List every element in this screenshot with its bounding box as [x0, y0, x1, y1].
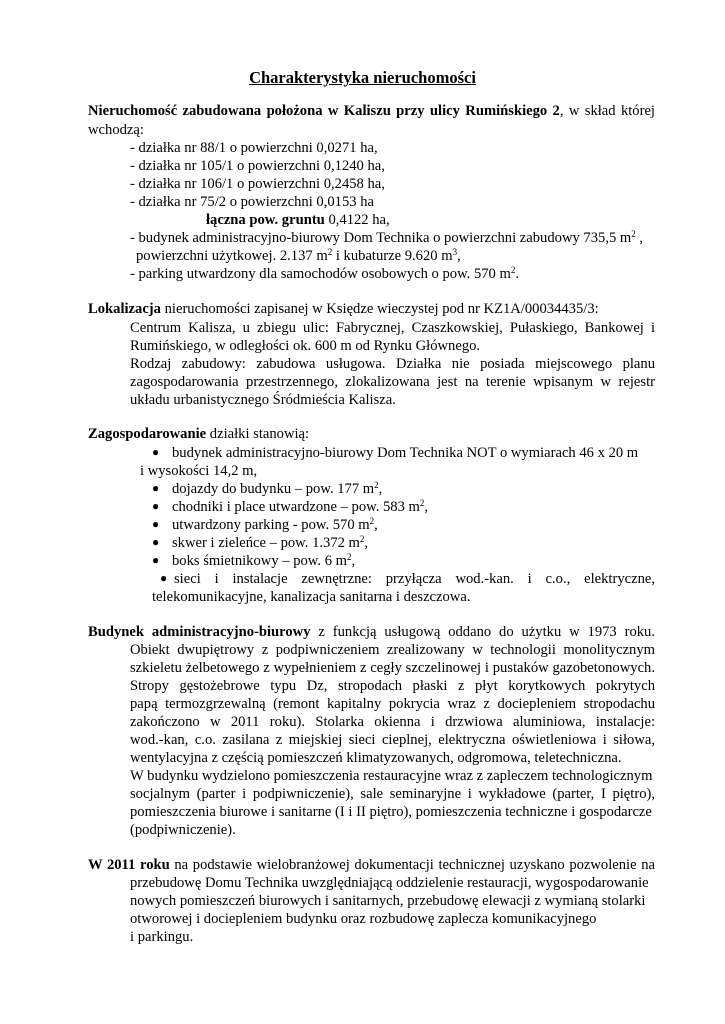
building-desc-3: Stropy gęstożebrowe typu Dz, stropodach płaski z płyt korytkowych pokrytych	[130, 678, 655, 694]
list-item-text: boks śmietnikowy – pow. 6 m	[172, 553, 347, 569]
total-area	[206, 212, 390, 229]
building-heading: Budynek administracyjno-biurowy	[88, 624, 311, 640]
intro-rest-1: , w skład której	[559, 103, 655, 119]
bullet-icon: ●	[152, 535, 160, 549]
list-item-end: ,	[351, 553, 356, 569]
total-area-label: łączna pow. gruntu	[206, 212, 325, 228]
intro-line-1	[88, 103, 655, 120]
list-item-end: ,	[374, 517, 378, 533]
year-2011-line-3: otworowej i dociepleniem budynku oraz rozbudowę zaplecza komunikacyjnego	[130, 911, 597, 927]
superscript: 2	[419, 498, 425, 508]
bullet-icon: ●	[152, 553, 160, 567]
development-heading-line	[88, 426, 309, 443]
location-line-1: Centrum Kalisza, u zbiegu ulic: Fabrycznej, Czaszkowskiej, Pułaskiego, Bankowej i	[130, 320, 655, 336]
list-item-text: skwer i zieleńce – pow. 1.372 m	[172, 535, 360, 551]
page-title: Charakterystyka nieruchomości	[249, 68, 476, 87]
list-item-continuation: telekomunikacyjne, kanalizacja sanitarna i deszczowa.	[152, 589, 471, 605]
list-item-end: ,	[424, 499, 429, 515]
usable-area-text: powierzchni użytkowej. 2.137 m	[136, 248, 328, 264]
list-item-end: ,	[364, 535, 369, 551]
list-item	[160, 571, 655, 588]
list-item-text: budynek administracyjno-biurowy Dom Technika NOT o wymiarach 46 x 20 m	[172, 445, 639, 461]
building-area-text: - budynek administracyjno-biurowy Dom Technika o powierzchni zabudowy 735,5 m	[130, 230, 632, 246]
superscript: 2	[327, 247, 333, 257]
location-line-4: zagospodarowania przestrzennego, zlokalizowana jest na terenie wpisanym w rejestr	[130, 374, 655, 390]
location-heading: Lokalizacja	[88, 301, 161, 317]
total-area-value: 0,4122 ha,	[324, 212, 390, 228]
location-heading-line	[88, 301, 599, 318]
list-item	[152, 499, 428, 516]
list-item-end: ,	[378, 481, 383, 497]
superscript: 2	[374, 480, 379, 490]
building-area-end: ,	[635, 230, 644, 246]
parking-text: - parking utwardzony dla samochodów osobowych o pow. 570 m	[130, 266, 511, 282]
list-item-text: chodniki i place utwardzone – pow. 583 m	[172, 499, 420, 515]
plot-106-1: - działka nr 106/1 o powierzchni 0,2458 ha,	[130, 176, 385, 192]
building-desc-5: zakończono w 2011 roku). Stolarka okienna i drzwiowa aluminiowa, instalacje:	[130, 714, 655, 730]
development-intro: działki stanowią:	[206, 426, 310, 442]
plot-88-1: - działka nr 88/1 o powierzchni 0,0271 ha,	[130, 140, 378, 156]
building-desc-10: pomieszczenia biurowe i sanitarne (I i II piętro), pomieszczenia techniczne i gospodarcze	[130, 804, 652, 820]
building-desc-2: szkieletu żelbetowego z wypełnieniem z cegły szczelinowej i pustaków gazobetonowych.	[130, 660, 655, 676]
year-2011-intro: na podstawie wielobranżowej dokumentacji technicznej uzyskano pozwolenie na	[169, 857, 655, 873]
bullet-icon: ●	[152, 499, 160, 513]
building-desc-9: socjalnym (parter i podpiwniczenie), sale seminaryjne i wykładowe (parter, I piętro),	[130, 786, 655, 802]
list-item-text: sieci i instalacje zewnętrzne: przyłącza wod.-kan. i c.o., elektryczne,	[174, 571, 655, 587]
intro-line-2: wchodzą:	[88, 122, 144, 138]
building-line-2	[136, 248, 461, 265]
location-register: nieruchomości zapisanej w Księdze wieczystej pod nr KZ1A/00034435/3:	[160, 301, 599, 317]
parking-line	[130, 266, 519, 283]
list-item	[152, 517, 378, 534]
building-desc-11: (podpiwniczenie).	[130, 822, 236, 838]
superscript: 2	[369, 516, 375, 526]
superscript: 2	[510, 265, 516, 275]
year-2011-line-2: nowych pomieszczeń biurowych i sanitarnych, przebudowę elewacji z wymianą stolarki	[130, 893, 646, 909]
building-desc-6: wod.-kan, c.o. zasilana z miejskiej sieci cieplnej, elektryczna oświetleniowa i siłowa,	[130, 732, 655, 748]
building-line-1	[130, 230, 643, 247]
list-item-continuation: i wysokości 14,2 m,	[140, 463, 258, 479]
volume-text: i kubaturze 9.620 m	[332, 248, 453, 264]
superscript: 2	[359, 534, 365, 544]
list-item-text: dojazdy do budynku – pow. 177 m	[172, 481, 375, 497]
bullet-icon: ●	[160, 571, 168, 585]
development-heading: Zagospodarowanie	[88, 426, 207, 442]
year-2011-line-4: i parkingu.	[130, 929, 194, 945]
superscript: 2	[347, 552, 352, 562]
bullet-icon: ●	[152, 481, 160, 495]
superscript: 3	[452, 247, 458, 257]
list-item	[152, 553, 355, 570]
building-desc-4: papą termozgrzewalną (remont kapitalny pokrycia wraz z dociepleniem stropodachu	[130, 696, 655, 712]
year-2011-heading-line	[88, 857, 655, 874]
year-2011-heading: W 2011 roku	[88, 857, 170, 873]
plot-105-1: - działka nr 105/1 o powierzchni 0,1240 ha,	[130, 158, 385, 174]
building-desc-1: Obiekt dwupiętrowy z podpiwniczeniem zrealizowany w technologii monolitycznym	[130, 642, 655, 658]
list-item	[152, 445, 638, 462]
parking-end: .	[515, 266, 520, 282]
list-item	[152, 535, 368, 552]
building-heading-line	[88, 624, 655, 641]
year-2011-line-1: przebudowę Domu Technika uwzględniającą oddzielenie restauracji, wygospodarowanie	[130, 875, 649, 891]
building-desc-7: wentylacyjna z częścią pomieszczeń klimatyzowanych, odgromowa, teletechniczna.	[130, 750, 622, 766]
building-desc-8: W budynku wydzielono pomieszczenia restauracyjne wraz z zapleczem technologicznym	[130, 768, 653, 784]
list-item	[152, 481, 382, 498]
plot-75-2: - działka nr 75/2 o powierzchni 0,0153 ha	[130, 194, 374, 210]
location-line-2: Rumińskiego, w odległości ok. 600 m od Rynku Głównego.	[130, 338, 481, 354]
volume-end: ,	[457, 248, 461, 264]
building-intro: z funkcją usługową oddano do użytku w 1973 roku.	[310, 624, 655, 640]
bullet-icon: ●	[152, 445, 160, 459]
intro-heading: Nieruchomość zabudowana położona w Kaliszu przy ulicy Rumińskiego 2	[88, 103, 560, 119]
bullet-icon: ●	[152, 517, 160, 531]
location-line-3: Rodzaj zabudowy: zabudowa usługowa. Działka nie posiada miejscowego planu	[130, 356, 655, 372]
location-line-5: układu urbanistycznego Śródmieścia Kalisza.	[130, 392, 396, 408]
superscript: 2	[631, 229, 636, 239]
list-item-text: utwardzony parking - pow. 570 m	[172, 517, 370, 533]
